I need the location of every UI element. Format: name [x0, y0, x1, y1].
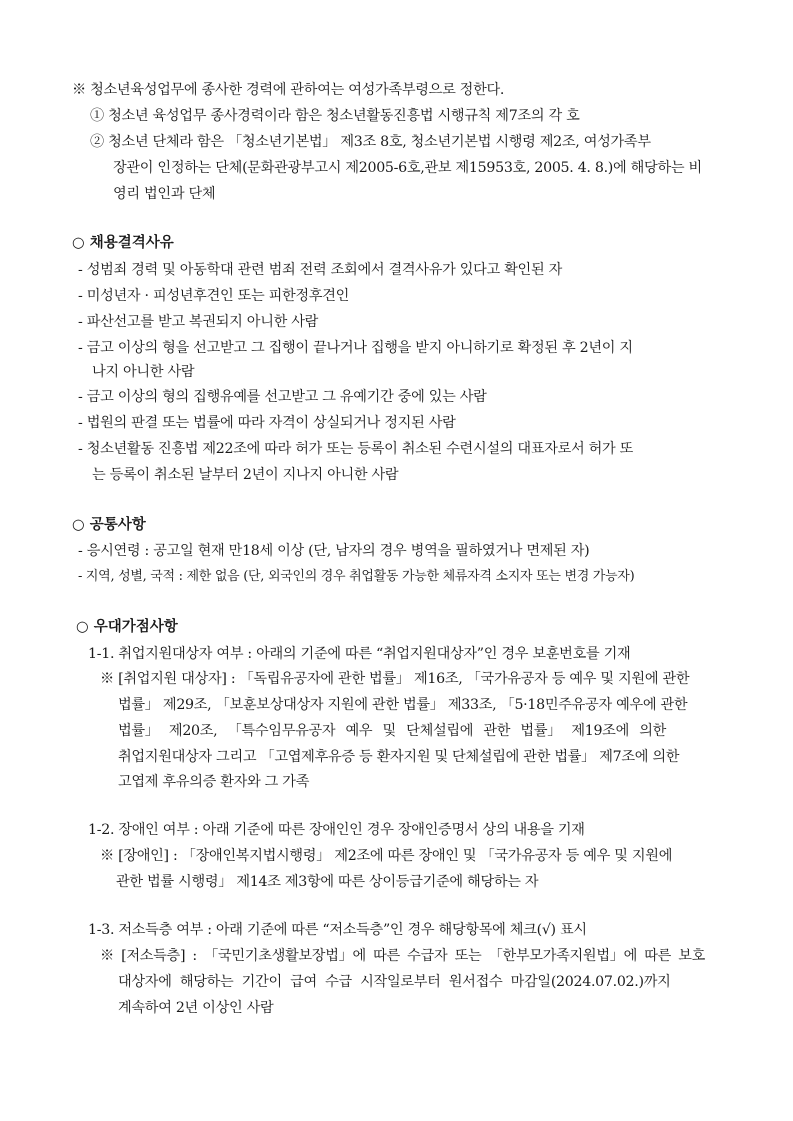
disqualification-item: - 파산선고를 받고 복권되지 아니한 사람	[78, 314, 319, 330]
preference-1-2-line: 관한 법률 시행령」 제14조 제3항에 따른 상이등급기준에 해당하는 자	[116, 874, 539, 890]
preference-1-2-line: ※ [장애인] : 「장애인복지법시행령」 제2조에 따른 장애인 및 「국가유공자 등 예우 및 지원에	[100, 848, 673, 864]
preference-1-1-line: 고엽제 후유의증 환자와 그 가족	[118, 774, 310, 790]
disqualification-item: - 청소년활동 진흥법 제22조에 따라 허가 또는 등록이 취소된 수련시설의 대표자로서 허가 또	[78, 441, 634, 457]
preference-1-3-line: 계속하여 2년 이상인 사람	[118, 1000, 274, 1016]
disqualification-item-cont: 나지 아니한 사람	[92, 364, 195, 380]
preference-1-3-line: 대상자에 해당하는 기간이 급여 수급 시작일로부터 원서접수 마감일(2024.07.02.)까지	[118, 974, 671, 990]
disqualification-item: - 성범죄 경력 및 아동학대 관련 범죄 전력 조회에서 결격사유가 있다고 확인된 자	[78, 262, 562, 278]
disqualification-item-cont: 는 등록이 취소된 날부터 2년이 지나지 아니한 사람	[92, 467, 399, 483]
note-item-2-line-3: 영리 법인과 단체	[113, 186, 216, 202]
section-heading-common: ○ 공통사항	[72, 517, 146, 533]
preference-1-3-title: 1-3. 저소득층 여부 : 아래 기준에 따른 “저소득층”인 경우 해당항목에 체크(√) 표시	[88, 922, 587, 938]
preference-1-1-title: 1-1. 취업지원대상자 여부 : 아래의 기준에 따른 “취업지원대상자”인 경우 보훈번호를 기재	[88, 646, 631, 662]
note-item-2-line-2: 장관이 인정하는 단체(문화관광부고시 제2005-6호,관보 제15953호, 2005. 4. 8.)에 해당하는 비	[113, 160, 702, 176]
preference-1-3-line: ※ [저소득층] : 「국민기초생활보장법」에 따른 수급자 또는 「한부모가족지원법」에 따른 보호	[100, 948, 706, 964]
preference-1-2-title: 1-2. 장애인 여부 : 아래 기준에 따른 장애인인 경우 장애인증명서 상의 내용을 기재	[88, 822, 585, 838]
disqualification-item: - 미성년자 · 피성년후견인 또는 피한정후견인	[78, 288, 350, 304]
common-item: - 응시연령 : 공고일 현재 만18세 이상 (단, 남자의 경우 병역을 필하였거나 면제된 자)	[78, 543, 590, 559]
section-heading-disqualification: ○ 채용결격사유	[72, 235, 174, 251]
note-line: ※ 청소년육성업무에 종사한 경력에 관하여는 여성가족부령으로 정한다.	[72, 82, 505, 98]
disqualification-item: - 금고 이상의 형의 집행유예를 선고받고 그 유예기간 중에 있는 사람	[78, 389, 487, 405]
common-item: - 지역, 성별, 국적 : 제한 없음 (단, 외국인의 경우 취업활동 가능한 체류자격 소지자 또는 변경 가능자)	[78, 569, 635, 584]
preference-1-1-line: 법률」 제29조, 「보훈보상대상자 지원에 관한 법률」 제33조, 「5·18민주유공자 예우에 관한	[118, 697, 688, 713]
section-heading-preference: ○ 우대가점사항	[76, 619, 178, 635]
preference-1-1-line: 법률」 제20조, 「특수임무유공자 예우 및 단체설립에 관한 법률」 제19조에 의한	[118, 723, 667, 739]
disqualification-item: - 법원의 판결 또는 법률에 따라 자격이 상실되거나 정지된 사람	[78, 415, 456, 431]
preference-1-1-line: 취업지원대상자 그리고 「고엽제후유증 등 환자지원 및 단체설립에 관한 법률」 제7조에 의한	[118, 749, 680, 765]
note-item-1: ① 청소년 육성업무 종사경력이라 함은 청소년활동진흥법 시행규칙 제7조의 각 호	[90, 108, 580, 124]
note-item-2-line-1: ② 청소년 단체라 함은 「청소년기본법」 제3조 8호, 청소년기본법 시행령 제2조, 여성가족부	[90, 134, 651, 150]
preference-1-1-line: ※ [취업지원 대상자] : 「독립유공자에 관한 법률」 제16조, 「국가유공자 등 예우 및 지원에 관한	[100, 671, 690, 687]
disqualification-item: - 금고 이상의 형을 선고받고 그 집행이 끝나거나 집행을 받지 아니하기로 확정된 후 2년이 지	[78, 340, 633, 356]
